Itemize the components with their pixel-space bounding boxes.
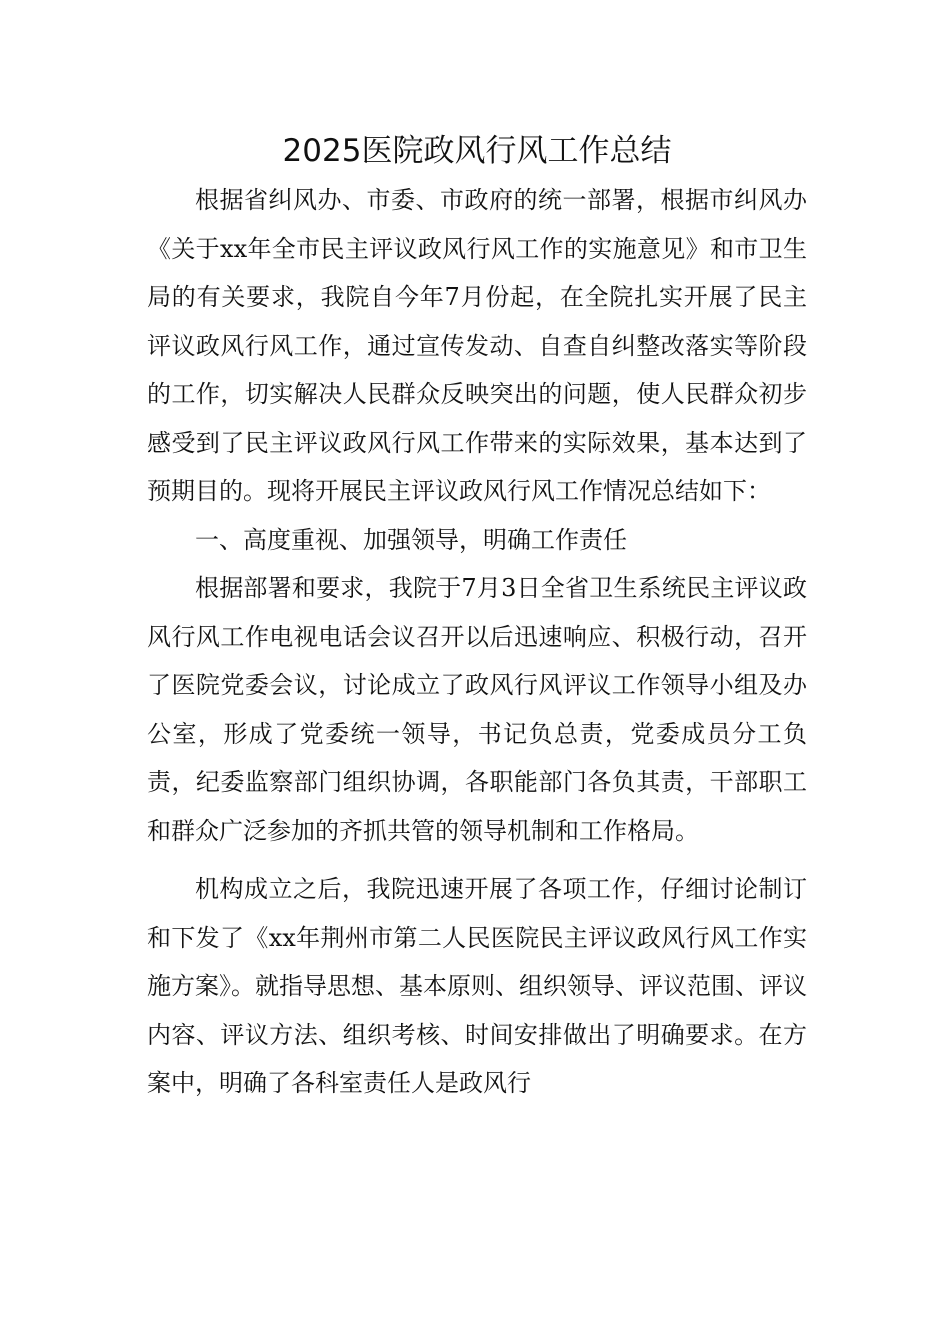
paragraph-intro: 根据省纠风办、市委、市政府的统一部署，根据市纠风办《关于xx年全市民主评议政风行风工作的实施意见》和市卫生局的有关要求，我院自今年7月份起，在全院扎实开展了民主评议政风行风工作，通过宣传发动、自查自纠整改落实等阶段的工作，切实解决人民群众反映突出的问题，使人民群众初步感受到了民主评议政风行风工作带来的实际效果，基本达到了预期目的。现将开展民主评议政风行风工作情况总结如下： — [147, 186, 807, 505]
paragraph-implementation: 机构成立之后，我院迅速开展了各项工作，仔细讨论制订和下发了《xx年荆州市第二人民医院民主评议政风行风工作实施方案》。就指导思想、基本原则、组织领导、评议范围、评议内容、评议方法、组织考核、时间安排做出了明确要求。在方案中，明确了各科室责任人是政风行 — [147, 875, 807, 1097]
section-heading-1: 一、高度重视、加强领导，明确工作责任 — [195, 525, 627, 554]
paragraph-leadership: 根据部署和要求，我院于7月3日全省卫生系统民主评议政风行风工作电视电话会议召开以后迅速响应、积极行动，召开了医院党委会议，讨论成立了政风行风评议工作领导小组及办公室，形成了党委统一领导，书记负总责，党委成员分工负责，纪委监察部门组织协调，各职能部门各负其责，干部职工和群众广泛参加的齐抓共管的领导机制和工作格局。 — [147, 574, 807, 845]
document-body — [147, 126, 807, 1108]
document-title: 2025医院政风行风工作总结 — [282, 133, 672, 169]
